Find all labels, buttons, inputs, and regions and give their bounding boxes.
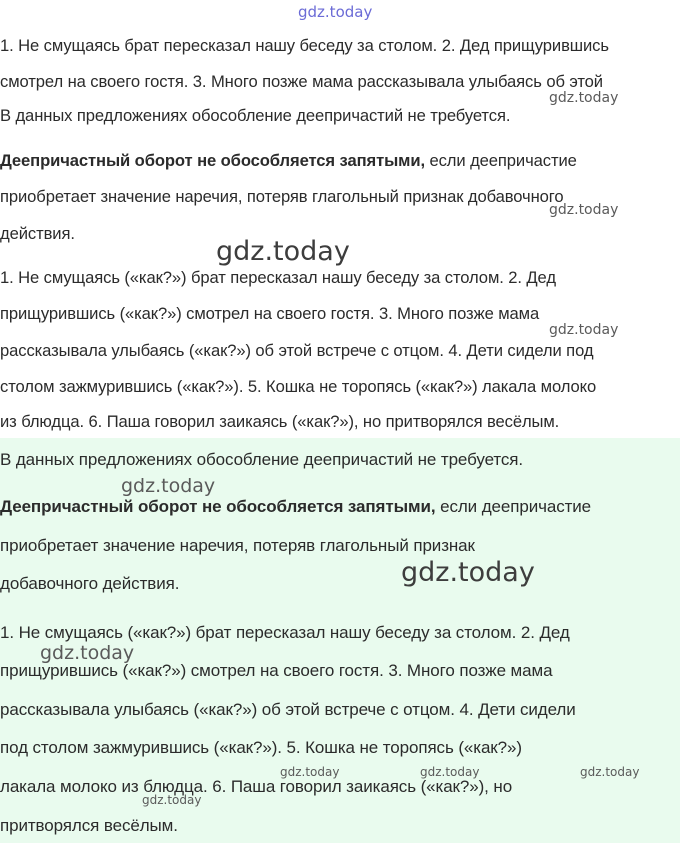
rule-line: приобретает значение наречия, потеряв глагольный признак добавочного [0, 187, 564, 206]
example-line: столом зажмурившись («как?»). 5. Кошка не торопясь («как?») лакала молоко [0, 377, 597, 396]
watermark: gdz.today [580, 765, 640, 779]
rule-rest: если деепричастие [424, 151, 577, 170]
answer-example-line: прищурившись («как?») смотрел на своего гостя. 3. Много позже мама [0, 661, 553, 680]
text-line: смотрел на своего гостя. 3. Много позже мама рассказывала улыбаясь об этой [0, 72, 603, 91]
rule-line [0, 151, 577, 171]
watermark: gdz.today [121, 475, 216, 497]
watermark-top: gdz.today [298, 3, 373, 21]
answer-example-line: под столом зажмурившись («как?»). 5. Кошка не торопясь («как?») [0, 738, 522, 757]
watermark-large: gdz.today [216, 236, 350, 267]
answer-rule-bold: Деепричастный оборот не обособляется запятыми, [0, 497, 436, 516]
text-line: 1. Не смущаясь брат пересказал нашу беседу за столом. 2. Дед прищурившись [0, 36, 609, 55]
answer-example-line: 1. Не смущаясь («как?») брат пересказал нашу беседу за столом. 2. Дед [0, 623, 570, 642]
answer-example-line: притворялся весёлым. [0, 816, 178, 835]
watermark: gdz.today [280, 765, 340, 779]
example-line: прищурившись («как?») смотрел на своего гостя. 3. Много позже мама [0, 304, 540, 323]
answer-rule-line [0, 497, 591, 517]
answer-example-line: рассказывала улыбаясь («как?») об этой встрече с отцом. 4. Дети сидели [0, 700, 576, 719]
watermark: gdz.today [40, 642, 135, 664]
answer-rule-line: приобретает значение наречия, потеряв глагольный признак [0, 536, 475, 555]
watermark: gdz.today [549, 202, 619, 218]
rule-bold: Деепричастный оборот не обособляется запятыми, [0, 151, 425, 170]
answer-example-line: лакала молоко из блюдца. 6. Паша говорил заикаясь («как?»), но [0, 777, 513, 796]
rule-line: действия. [0, 224, 75, 243]
watermark-large: gdz.today [401, 557, 535, 588]
example-line: 1. Не смущаясь («как?») брат пересказал нашу беседу за столом. 2. Дед [0, 268, 556, 287]
example-line: рассказывала улыбаясь («как?») об этой встрече с отцом. 4. Дети сидели под [0, 341, 594, 360]
answer-rule-rest: если деепричастие [435, 497, 592, 516]
watermark: gdz.today [549, 322, 619, 338]
text-line: В данных предложениях обособление деепричастий не требуется. [0, 106, 511, 125]
watermark: gdz.today [420, 765, 480, 779]
answer-intro: В данных предложениях обособление деепричастий не требуется. [0, 450, 523, 469]
example-line: из блюдца. 6. Паша говорил заикаясь («как?»), но притворялся весёлым. [0, 412, 560, 431]
watermark: gdz.today [549, 90, 619, 106]
watermark: gdz.today [142, 793, 202, 807]
answer-rule-line: добавочного действия. [0, 574, 180, 593]
